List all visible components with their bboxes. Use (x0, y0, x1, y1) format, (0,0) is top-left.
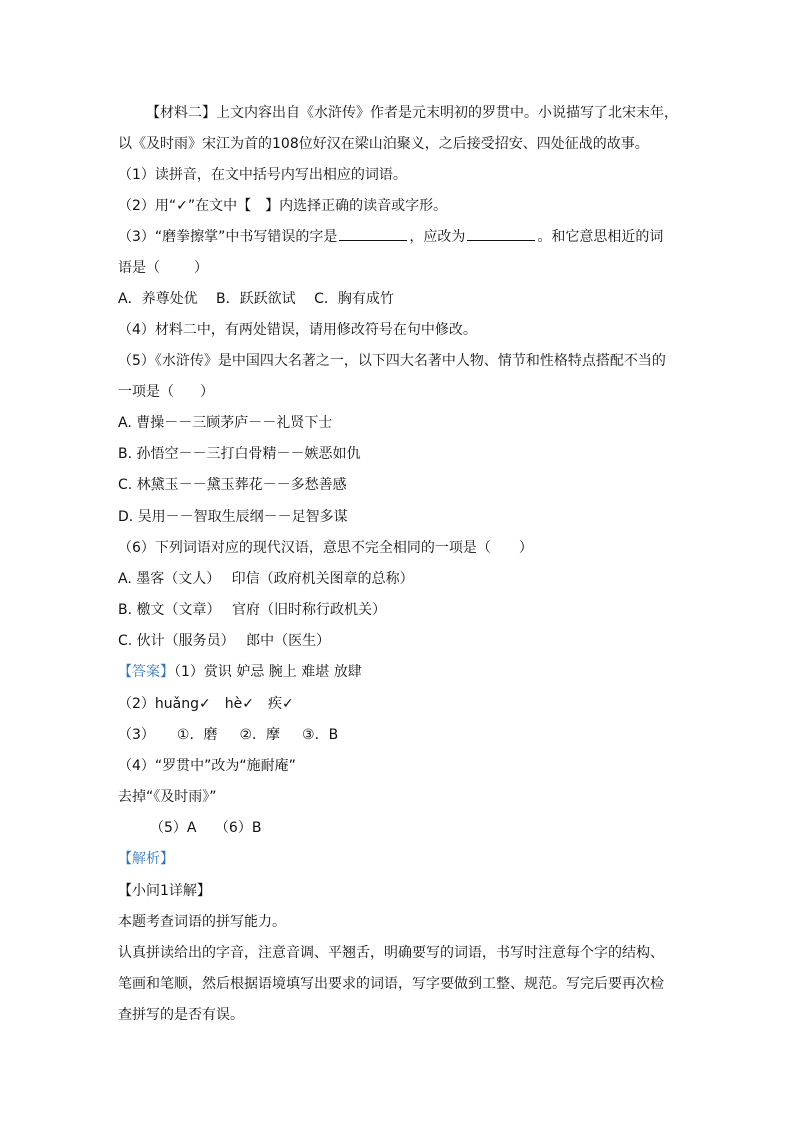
answer-3-prefix: （3） (118, 727, 155, 743)
question-3-options: A．养尊处优 B．跃跃欲试 C．胸有成竹 (118, 291, 394, 307)
question-3-text-b: ，应改为 (409, 229, 466, 245)
question-6-option-a: A. 墨客（文人） 印信（政府机关图章的总称） (118, 571, 414, 587)
analysis-intro: 本题考查词语的拼写能力。 (118, 914, 286, 930)
answer-4-line1: （4）“罗贯中”改为“施耐庵” (118, 758, 296, 774)
answer-1: （1）赏识 妒忌 腕上 难堪 放肆 (174, 664, 362, 680)
question-6-option-b: B. 檄文（文章） 官府（旧时称行政机关） (118, 602, 386, 618)
question-3-text-e: ） (194, 260, 208, 276)
material2-line1: 【材料二】上文内容出自《水浒传》作者是元末明初的罗贯中。小说描写了北宋末年， (146, 105, 678, 121)
question-6-option-c: C. 伙计（服务员） 郎中（医生） (118, 633, 331, 649)
analysis-label: 【解析】 (118, 851, 174, 867)
answer-5-6: （5）A （6）B (150, 820, 262, 836)
question-5-option-c: C. 林黛玉－－黛玉葬花－－多愁善感 (118, 477, 347, 493)
material2-line2: 以《及时雨》宋江为首的108位好汉在梁山泊聚义，之后接受招安、四处征战的故事。 (118, 136, 649, 152)
question-1: （1）读拼音，在文中括号内写出相应的词语。 (118, 167, 407, 183)
answer-line-1 (118, 662, 362, 682)
answer-2: （2）huǎng✓ hè✓ 疾✓ (118, 696, 294, 712)
answer-4-line2: 去掉“《及时雨》” (118, 789, 217, 805)
answer-3-item-2: ②．摩 (239, 727, 281, 743)
question-4: （4）材料二中，有两处错误，请用修改符号在句中修改。 (118, 322, 477, 338)
analysis-paragraph-line1: 认真拼读给出的字音，注意音调、平翘舌，明确要写的词语，书写时注意每个字的结构、 (118, 945, 664, 961)
answer-3-item-3: ③．B (302, 727, 339, 743)
answer-blank-1[interactable] (339, 228, 407, 241)
analysis-paragraph-line2: 笔画和笔顺，然后根据语境填写出要求的词语，写字要做到工整、规范。写完后要再次检 (118, 976, 664, 992)
question-3-text-a: （3）“磨拳擦掌”中书写错误的字是 (118, 229, 338, 245)
question-3-cont (118, 258, 208, 278)
answer-3 (118, 725, 338, 745)
analysis-subheading-1: 【小问1详解】 (118, 883, 211, 899)
answer-label: 【答案】 (118, 664, 174, 680)
question-5-cont (118, 382, 214, 402)
question-5-option-b: B. 孙悟空－－三打白骨精－－嫉恶如仇 (118, 446, 361, 462)
question-5-option-a: A. 曹操－－三顾茅庐－－礼贤下士 (118, 415, 333, 431)
question-3-text-c: 。和它意思相近的词 (537, 229, 664, 245)
question-2: （2）用“✓”在文中【 】内选择正确的读音或字形。 (118, 198, 448, 214)
question-5: （5）《水浒传》是中国四大名著之一，以下四大名著中人物、情节和性格特点搭配不当的 (118, 353, 666, 369)
question-5-option-d: D. 吴用－－智取生辰纲－－足智多谋 (118, 509, 348, 525)
analysis-paragraph-line3: 查拼写的是否有误。 (118, 1007, 244, 1023)
question-6: （6）下列词语对应的现代汉语，意思不完全相同的一项是（ ） (118, 540, 533, 556)
answer-3-item-1: ①．磨 (176, 727, 218, 743)
question-5-text-b: 一项是（ (118, 384, 174, 400)
question-5-text-c: ） (200, 384, 214, 400)
question-3-text-d: 语是（ (118, 260, 160, 276)
answer-blank-2[interactable] (467, 228, 535, 241)
question-3 (118, 227, 663, 247)
